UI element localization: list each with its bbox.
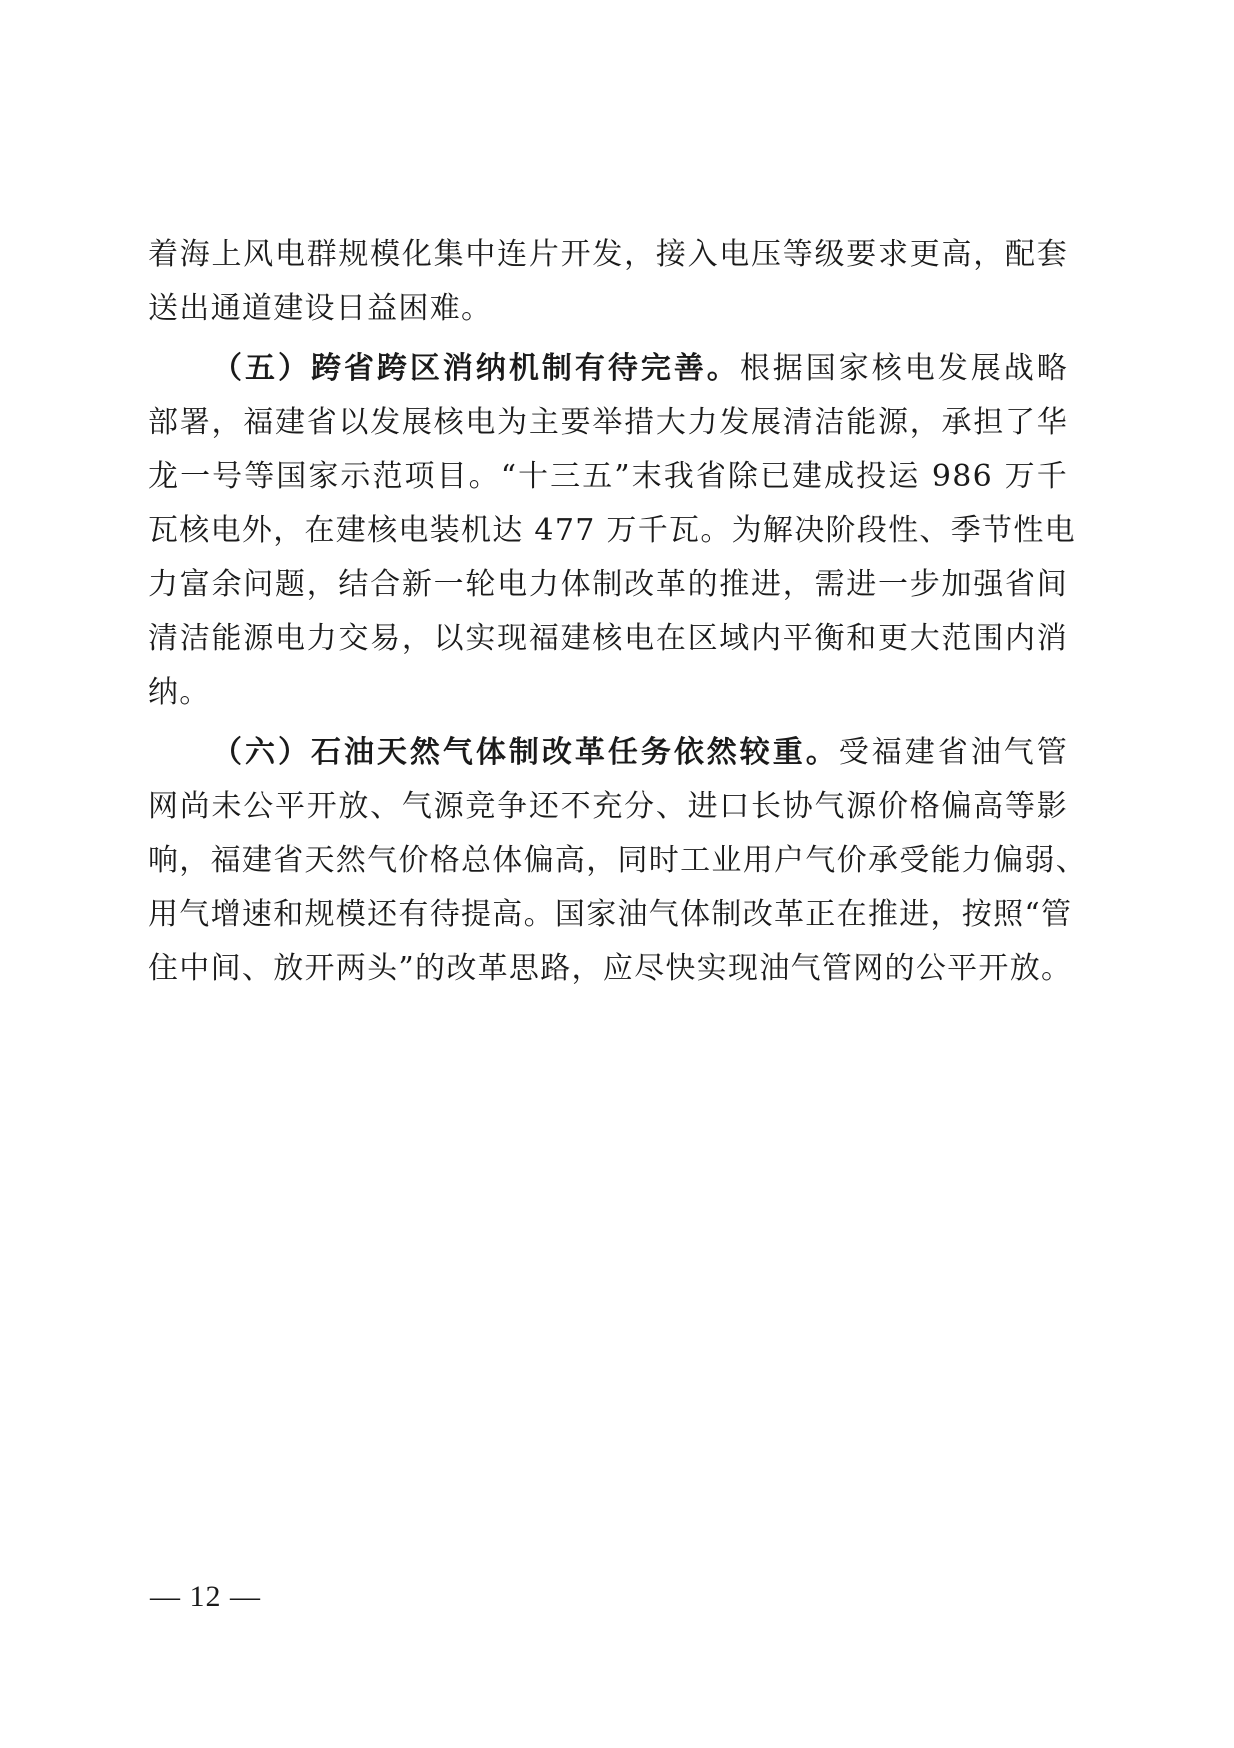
text-line: 送出通道建设日益困难。 [148,291,493,326]
text-line: 瓦核电外，在建核电装机达 477 万千瓦。为解决阶段性、季节性电 [148,513,1076,548]
text-line: 清洁能源电力交易，以实现福建核电在区域内平衡和更大范围内消 [148,621,1068,656]
section-heading: （五）跨省跨区消纳机制有待完善。 [212,351,740,386]
text-line: 住中间、放开两头”的改革思路，应尽快实现油气管网的公平开放。 [148,951,1073,986]
text-line [148,342,1068,396]
text-line: 着海上风电群规模化集中连片开发，接入电压等级要求更高，配套 [148,237,1068,272]
paragraph-section-5 [148,342,1076,720]
paragraph-section-6 [148,726,1087,996]
text-line: 纳。 [148,675,211,710]
text-line: 龙一号等国家示范项目。“十三五”末我省除已建成投运 986 万千 [148,459,1068,494]
paragraph-continuation [148,228,1068,336]
text-line: 力富余问题，结合新一轮电力体制改革的推进，需进一步加强省间 [148,567,1068,602]
text-run: 受福建省油气管 [838,735,1068,770]
text-line: 响，福建省天然气价格总体偏高，同时工业用户气价承受能力偏弱、 [148,843,1087,878]
text-run: 根据国家核电发展战略 [739,351,1068,386]
text-line: 网尚未公平开放、气源竞争还不充分、进口长协气源价格偏高等影 [148,789,1068,824]
text-line: 部署，福建省以发展核电为主要举措大力发展清洁能源，承担了华 [148,405,1068,440]
document-body [148,228,1087,1002]
text-line [148,726,1068,780]
page-number: — 12 — [150,1580,261,1613]
text-line: 用气增速和规模还有待提高。国家油气体制改革正在推进，按照“管 [148,897,1073,932]
section-heading: （六）石油天然气体制改革任务依然较重。 [212,735,839,770]
